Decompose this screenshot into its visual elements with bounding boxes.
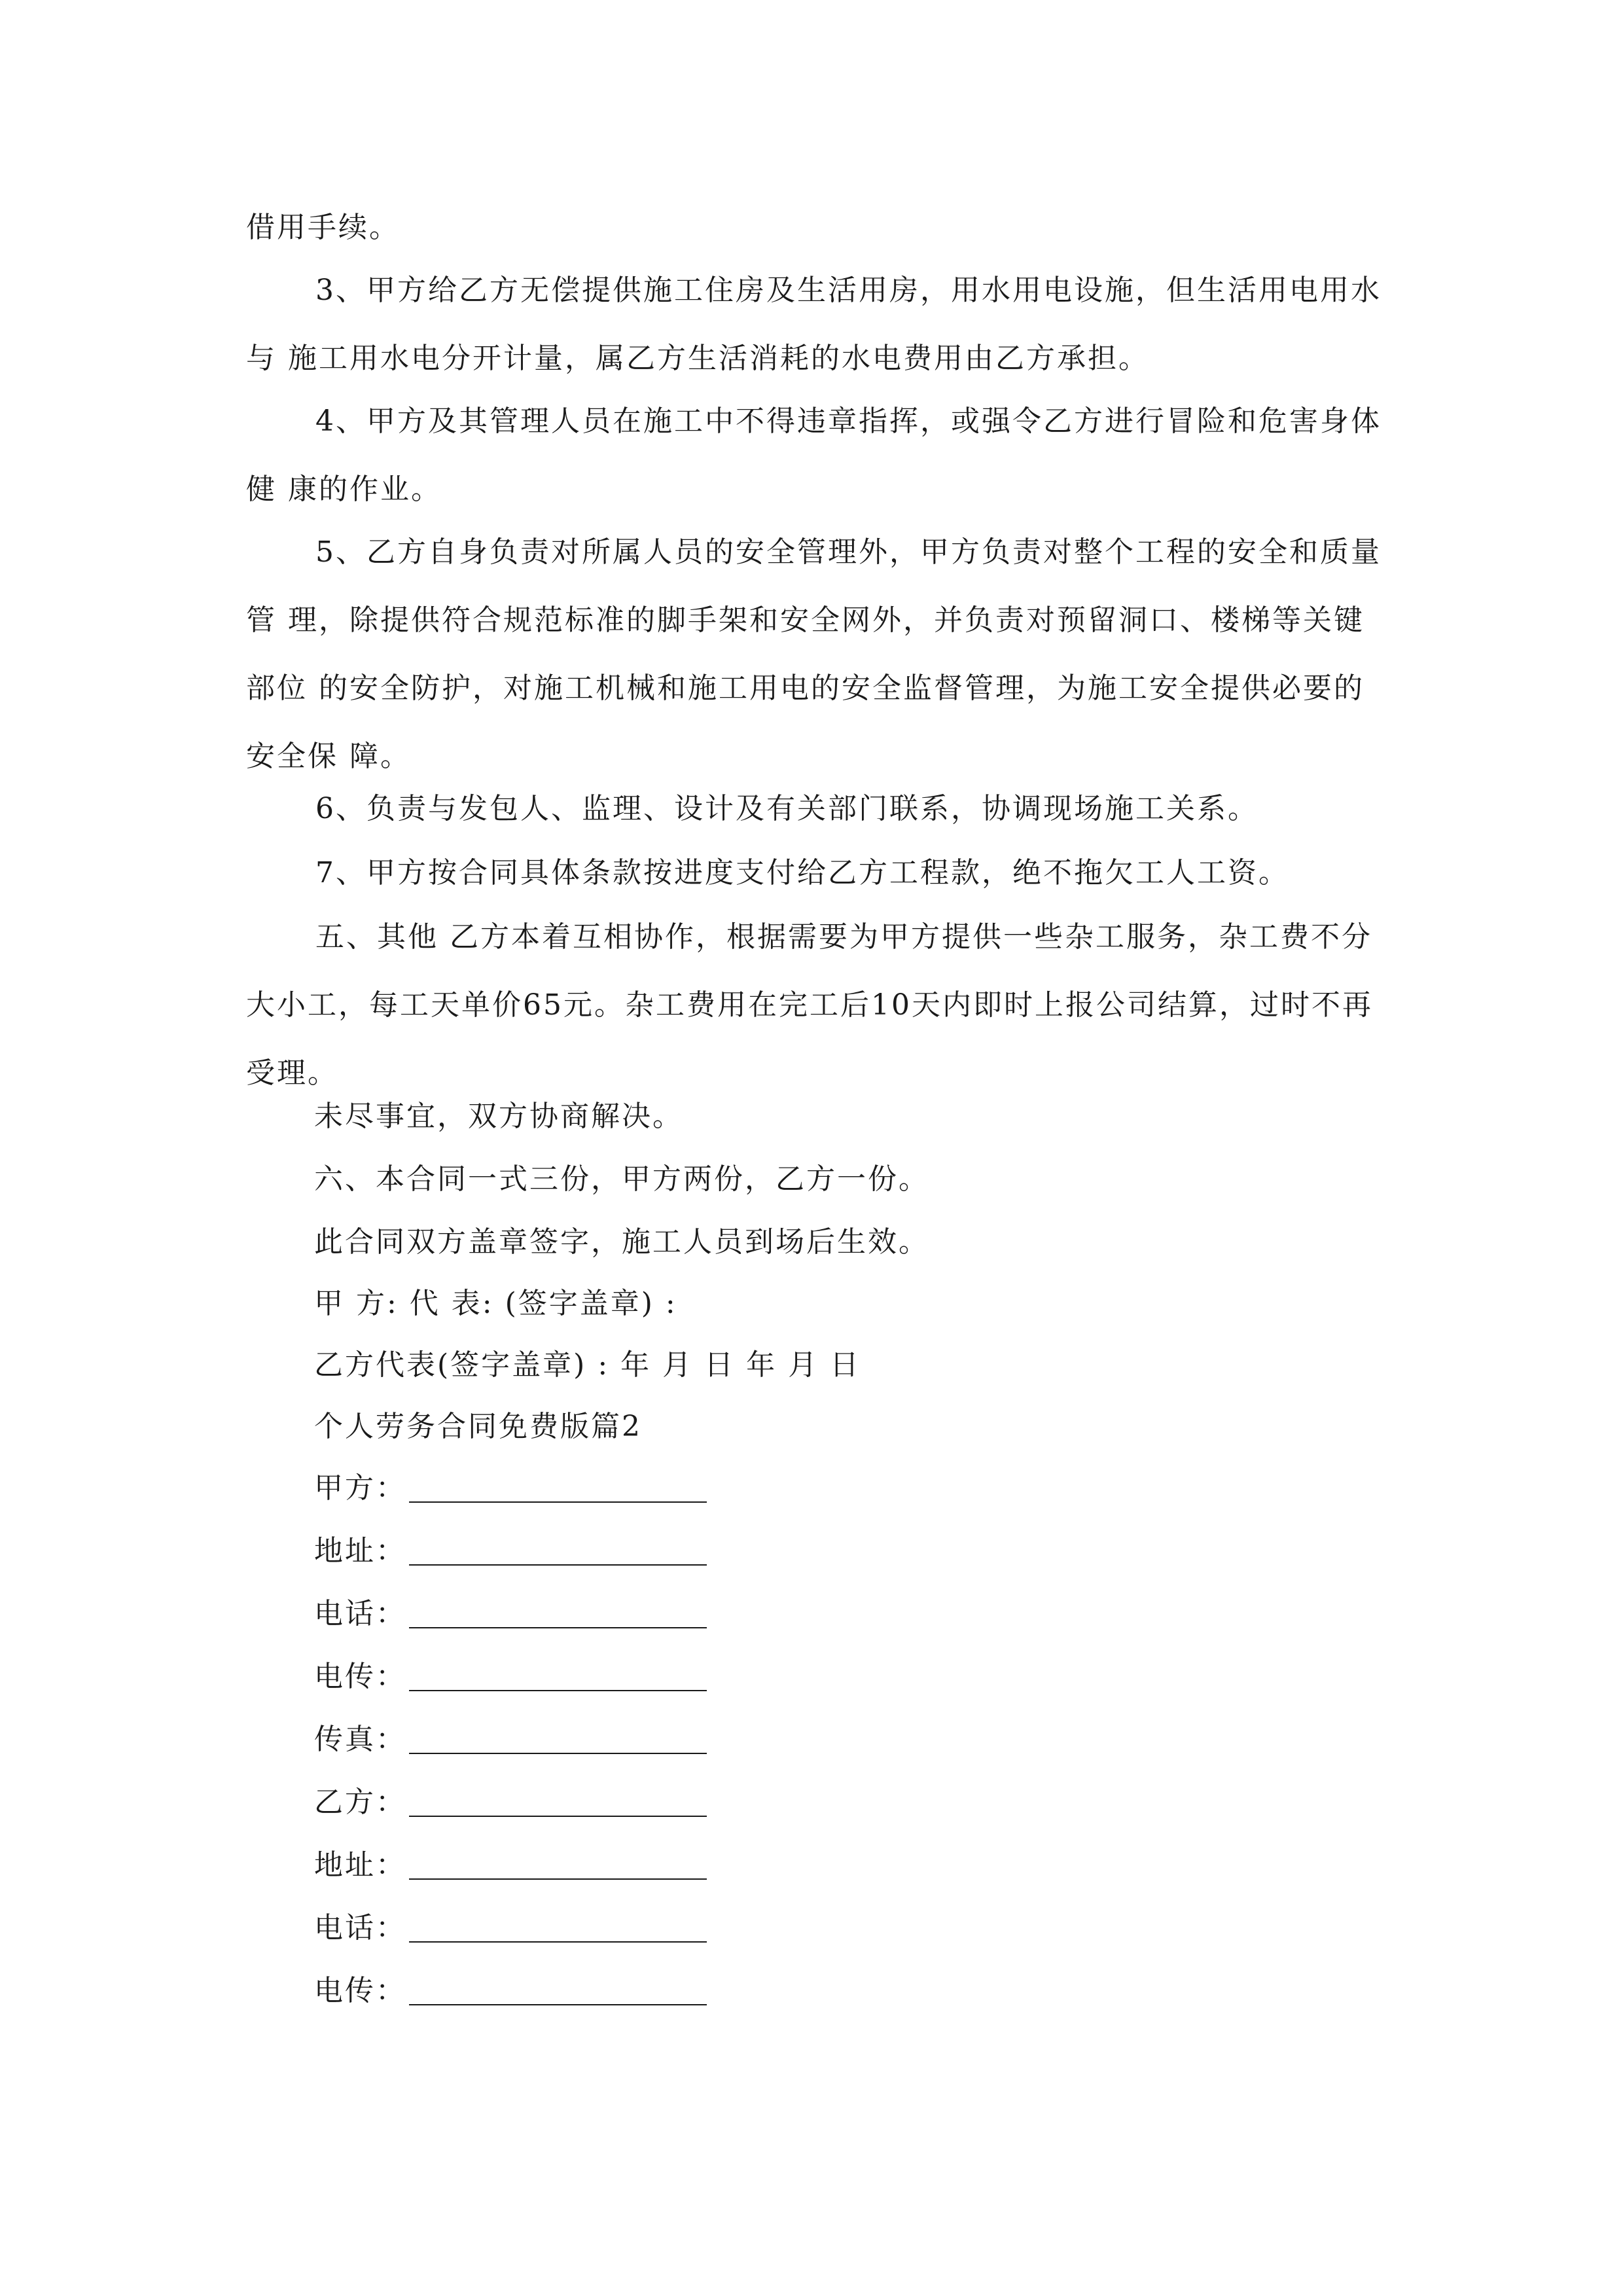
fill-in-blank (409, 1878, 707, 1880)
field-telex-a (314, 1657, 406, 1696)
field-telex-b (314, 1971, 406, 2011)
clause-5: 5、乙方自身负责对所属人员的安全管理外，甲方负责对整个工程的安全和质量管 理，除提供符合规范标准的脚手架和安全网外，并负责对预留洞口、楼梯等关键部位 的安全防护，对施工机械和施工用电的安全监督管理，为施工安全提供必要的安全保 障。 (246, 535, 1382, 773)
clause-7: 7、甲方按合同具体条款按进度支付给乙方工程款，绝不拖欠工人工资。 (315, 856, 1289, 889)
clause-6: 6、负责与发包人、监理、设计及有关部门联系，协调现场施工关系。 (315, 792, 1258, 825)
fill-in-blank (409, 2004, 707, 2005)
field-phone-a (314, 1594, 406, 1634)
field-label: 电传： (314, 1660, 406, 1693)
field-label: 地址： (314, 1848, 406, 1882)
field-party-b (314, 1783, 406, 1822)
fill-in-blank (409, 1816, 707, 1817)
clause-3: 3、甲方给乙方无偿提供施工住房及生活用房，用水用电设施，但生活用电用水与 施工用水电分开计量，属乙方生活消耗的水电费用由乙方承担。 (246, 274, 1382, 375)
effectiveness-line: 此合同双方盖章签字，施工人员到场后生效。 (314, 1225, 929, 1259)
fill-in-blank (409, 1753, 707, 1754)
field-label: 甲方： (314, 1471, 406, 1505)
field-address-b (314, 1846, 406, 1885)
section-6-copies-line: 六、本合同一式三份，甲方两份，乙方一份。 (314, 1162, 929, 1196)
field-label: 传真： (314, 1723, 406, 1756)
paragraph-continuation: 借用手续。 (246, 211, 400, 244)
unresolved-matters-line: 未尽事宜，双方协商解决。 (314, 1100, 683, 1133)
field-label: 乙方： (314, 1785, 406, 1819)
fill-in-blank (409, 1941, 707, 1943)
fill-in-blank (409, 1627, 707, 1628)
field-label: 电话： (314, 1911, 406, 1945)
section-5-other: 五、其他 乙方本着互相协作，根据需要为甲方提供一些杂工服务，杂工费不分大小工，每工天单价65元。杂工费用在完工后10天内即时上报公司结算，过时不再受理。 (246, 920, 1373, 1090)
fill-in-blank (409, 1690, 707, 1691)
field-party-a (314, 1469, 406, 1508)
field-label: 地址： (314, 1534, 406, 1568)
field-phone-b (314, 1909, 406, 1948)
party-a-signature-line: 甲 方: 代 表: (签字盖章) : (314, 1287, 677, 1320)
field-label: 电传： (314, 1974, 406, 2007)
field-label: 电话： (314, 1597, 406, 1630)
contract-heading-2: 个人劳务合同免费版篇2 (314, 1410, 642, 1443)
field-address-a (314, 1532, 406, 1571)
clause-4: 4、甲方及其管理人员在施工中不得违章指挥，或强令乙方进行冒险和危害身体健 康的作业。 (246, 404, 1382, 506)
fill-in-blank (409, 1501, 707, 1503)
field-fax-a (314, 1720, 406, 1759)
fill-in-blank (409, 1564, 707, 1566)
party-b-signature-line: 乙方代表(签字盖章) : 年 月 日 年 月 日 (314, 1348, 861, 1382)
